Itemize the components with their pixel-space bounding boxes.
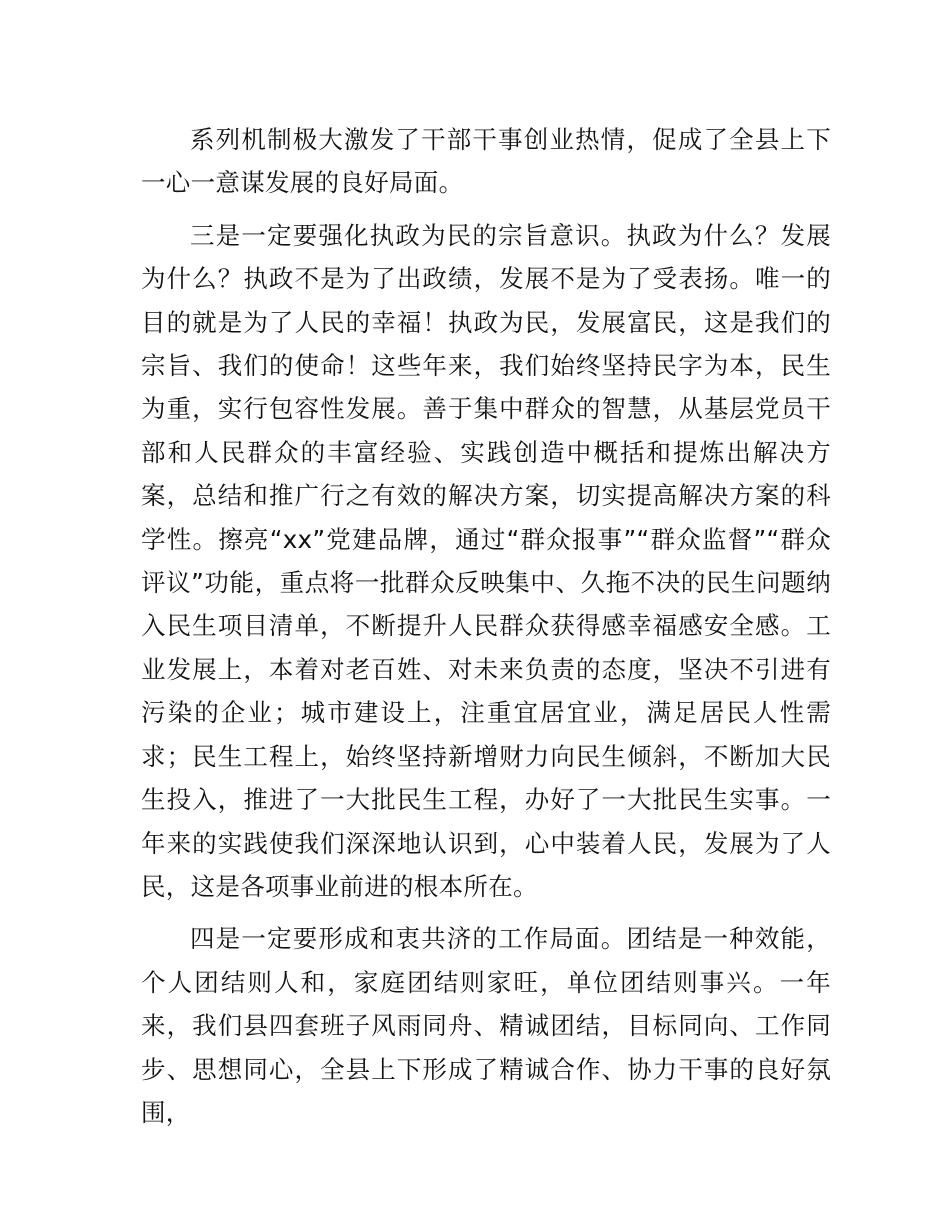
document-body xyxy=(141,118,831,1134)
paragraph-point-three: 三是一定要强化执政为民的宗旨意识。执政为什么？发展为什么？执政不是为了出政绩，发展不是为了受表扬。唯一的目的就是为了人民的幸福！执政为民，发展富民，这是我们的宗旨、我们的使命！这些年来，我们始终坚持民字为本，民生为重，实行包容性发展。善于集中群众的智慧，从基层党员干部和人民群众的丰富经验、实践创造中概括和提炼出解决方案，总结和推广行之有效的解决方案，切实提高解决方案的科学性。擦亮“xx”党建品牌，通过“群众报事”“群众监督”“群众评议”功能，重点将一批群众反映集中、久拖不决的民生问题纳入民生项目清单，不断提升人民群众获得感幸福感安全感。工业发展上，本着对老百姓、对未来负责的态度，坚决不引进有污染的企业；城市建设上，注重宜居宜业，满足居民人性需求；民生工程上，始终坚持新增财力向民生倾斜，不断加大民生投入，推进了一大批民生工程，办好了一大批民生实事。一年来的实践使我们深深地认识到，心中装着人民，发展为了人民，这是各项事业前进的根本所在。 xyxy=(141,220,831,901)
paragraph-mechanism-conclusion: 系列机制极大激发了干部干事创业热情，促成了全县上下一心一意谋发展的良好局面。 xyxy=(141,125,831,198)
paragraph-point-four: 四是一定要形成和衷共济的工作局面。团结是一种效能，个人团结则人和，家庭团结则家旺，单位团结则事兴。一年来，我们县四套班子风雨同舟、精诚团结，目标同向、工作同步、思想同心，全县上下形成了精诚合作、协力干事的良好氛围， xyxy=(141,924,831,1127)
